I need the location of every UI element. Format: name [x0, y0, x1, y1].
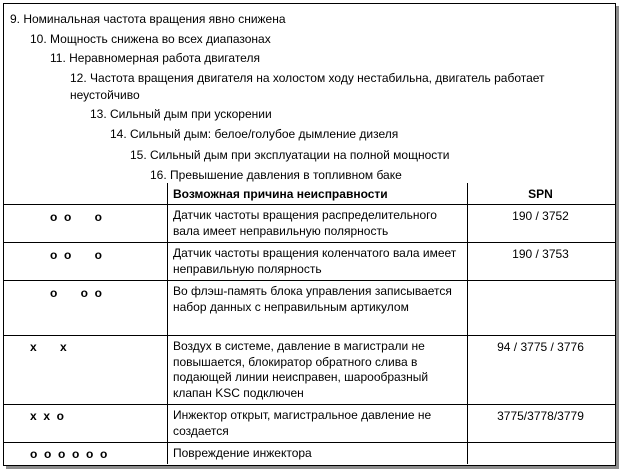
table-row-spn: 190 / 3753: [512, 247, 569, 261]
table-row-cause: Воздух в системе, давление в магистрали не повышается, блокиратор обратного слива в подающей линии неисправен, шарообразный клапан KSC подключен: [173, 339, 429, 400]
row-divider-1: [4, 242, 615, 243]
table-row-marks: o o o: [50, 248, 102, 262]
symptom-14: 14. Сильный дым: белое/голубое дымление дизеля: [110, 127, 399, 141]
symptom-11: 11. Неравномерная работа двигателя: [50, 51, 260, 65]
symptom-12-continuation: неустойчиво: [70, 88, 140, 102]
symptom-13: 13. Сильный дым при ускорении: [90, 107, 272, 121]
table-row-marks: o o o: [50, 210, 102, 224]
table-row-cause: Датчик частоты вращения распределительного вала имеет неправильную полярность: [173, 208, 437, 238]
symptom-10: 10. Мощность снижена во всех диапазонах: [30, 32, 271, 46]
table-row-spn: 190 / 3752: [512, 209, 569, 223]
symptom-16: 16. Превышение давления в топливном баке: [150, 168, 402, 182]
symptom-9: 9. Номинальная частота вращения явно снижена: [10, 12, 286, 26]
table-row-cause: Датчик частоты вращения коленчатого вала имеет неправильную полярность: [173, 246, 457, 276]
row-divider-2: [4, 280, 615, 281]
table-row-cause: Повреждение инжектора: [173, 446, 312, 460]
table-row-spn: 3775/3778/3779: [497, 409, 584, 423]
header-cause: Возможная причина неисправности: [173, 187, 388, 201]
row-divider-4: [4, 404, 615, 405]
table-row-marks: o o o o o o: [30, 447, 108, 461]
table-row-marks: o o o: [50, 286, 102, 300]
table-row-spn: 94 / 3775 / 3776: [497, 340, 584, 354]
header-spn: SPN: [528, 187, 553, 201]
column-divider-marks: [167, 183, 168, 464]
table-row-marks: x x: [30, 340, 67, 354]
row-divider-5: [4, 442, 615, 443]
table-row-marks: x x o: [30, 409, 65, 423]
symptom-12: 12. Частота вращения двигателя на холостом ходу нестабильна, двигатель работает: [70, 71, 545, 85]
row-divider-3: [4, 335, 615, 336]
header-divider: [4, 204, 615, 205]
table-row-cause: Во флэш-память блока управления записывается набор данных с неправильным артикулом: [173, 284, 452, 314]
table-row-cause: Инжектор открыт, магистральное давление не создается: [173, 408, 432, 438]
symptom-15: 15. Сильный дым при эксплуатации на полной мощности: [130, 148, 450, 162]
